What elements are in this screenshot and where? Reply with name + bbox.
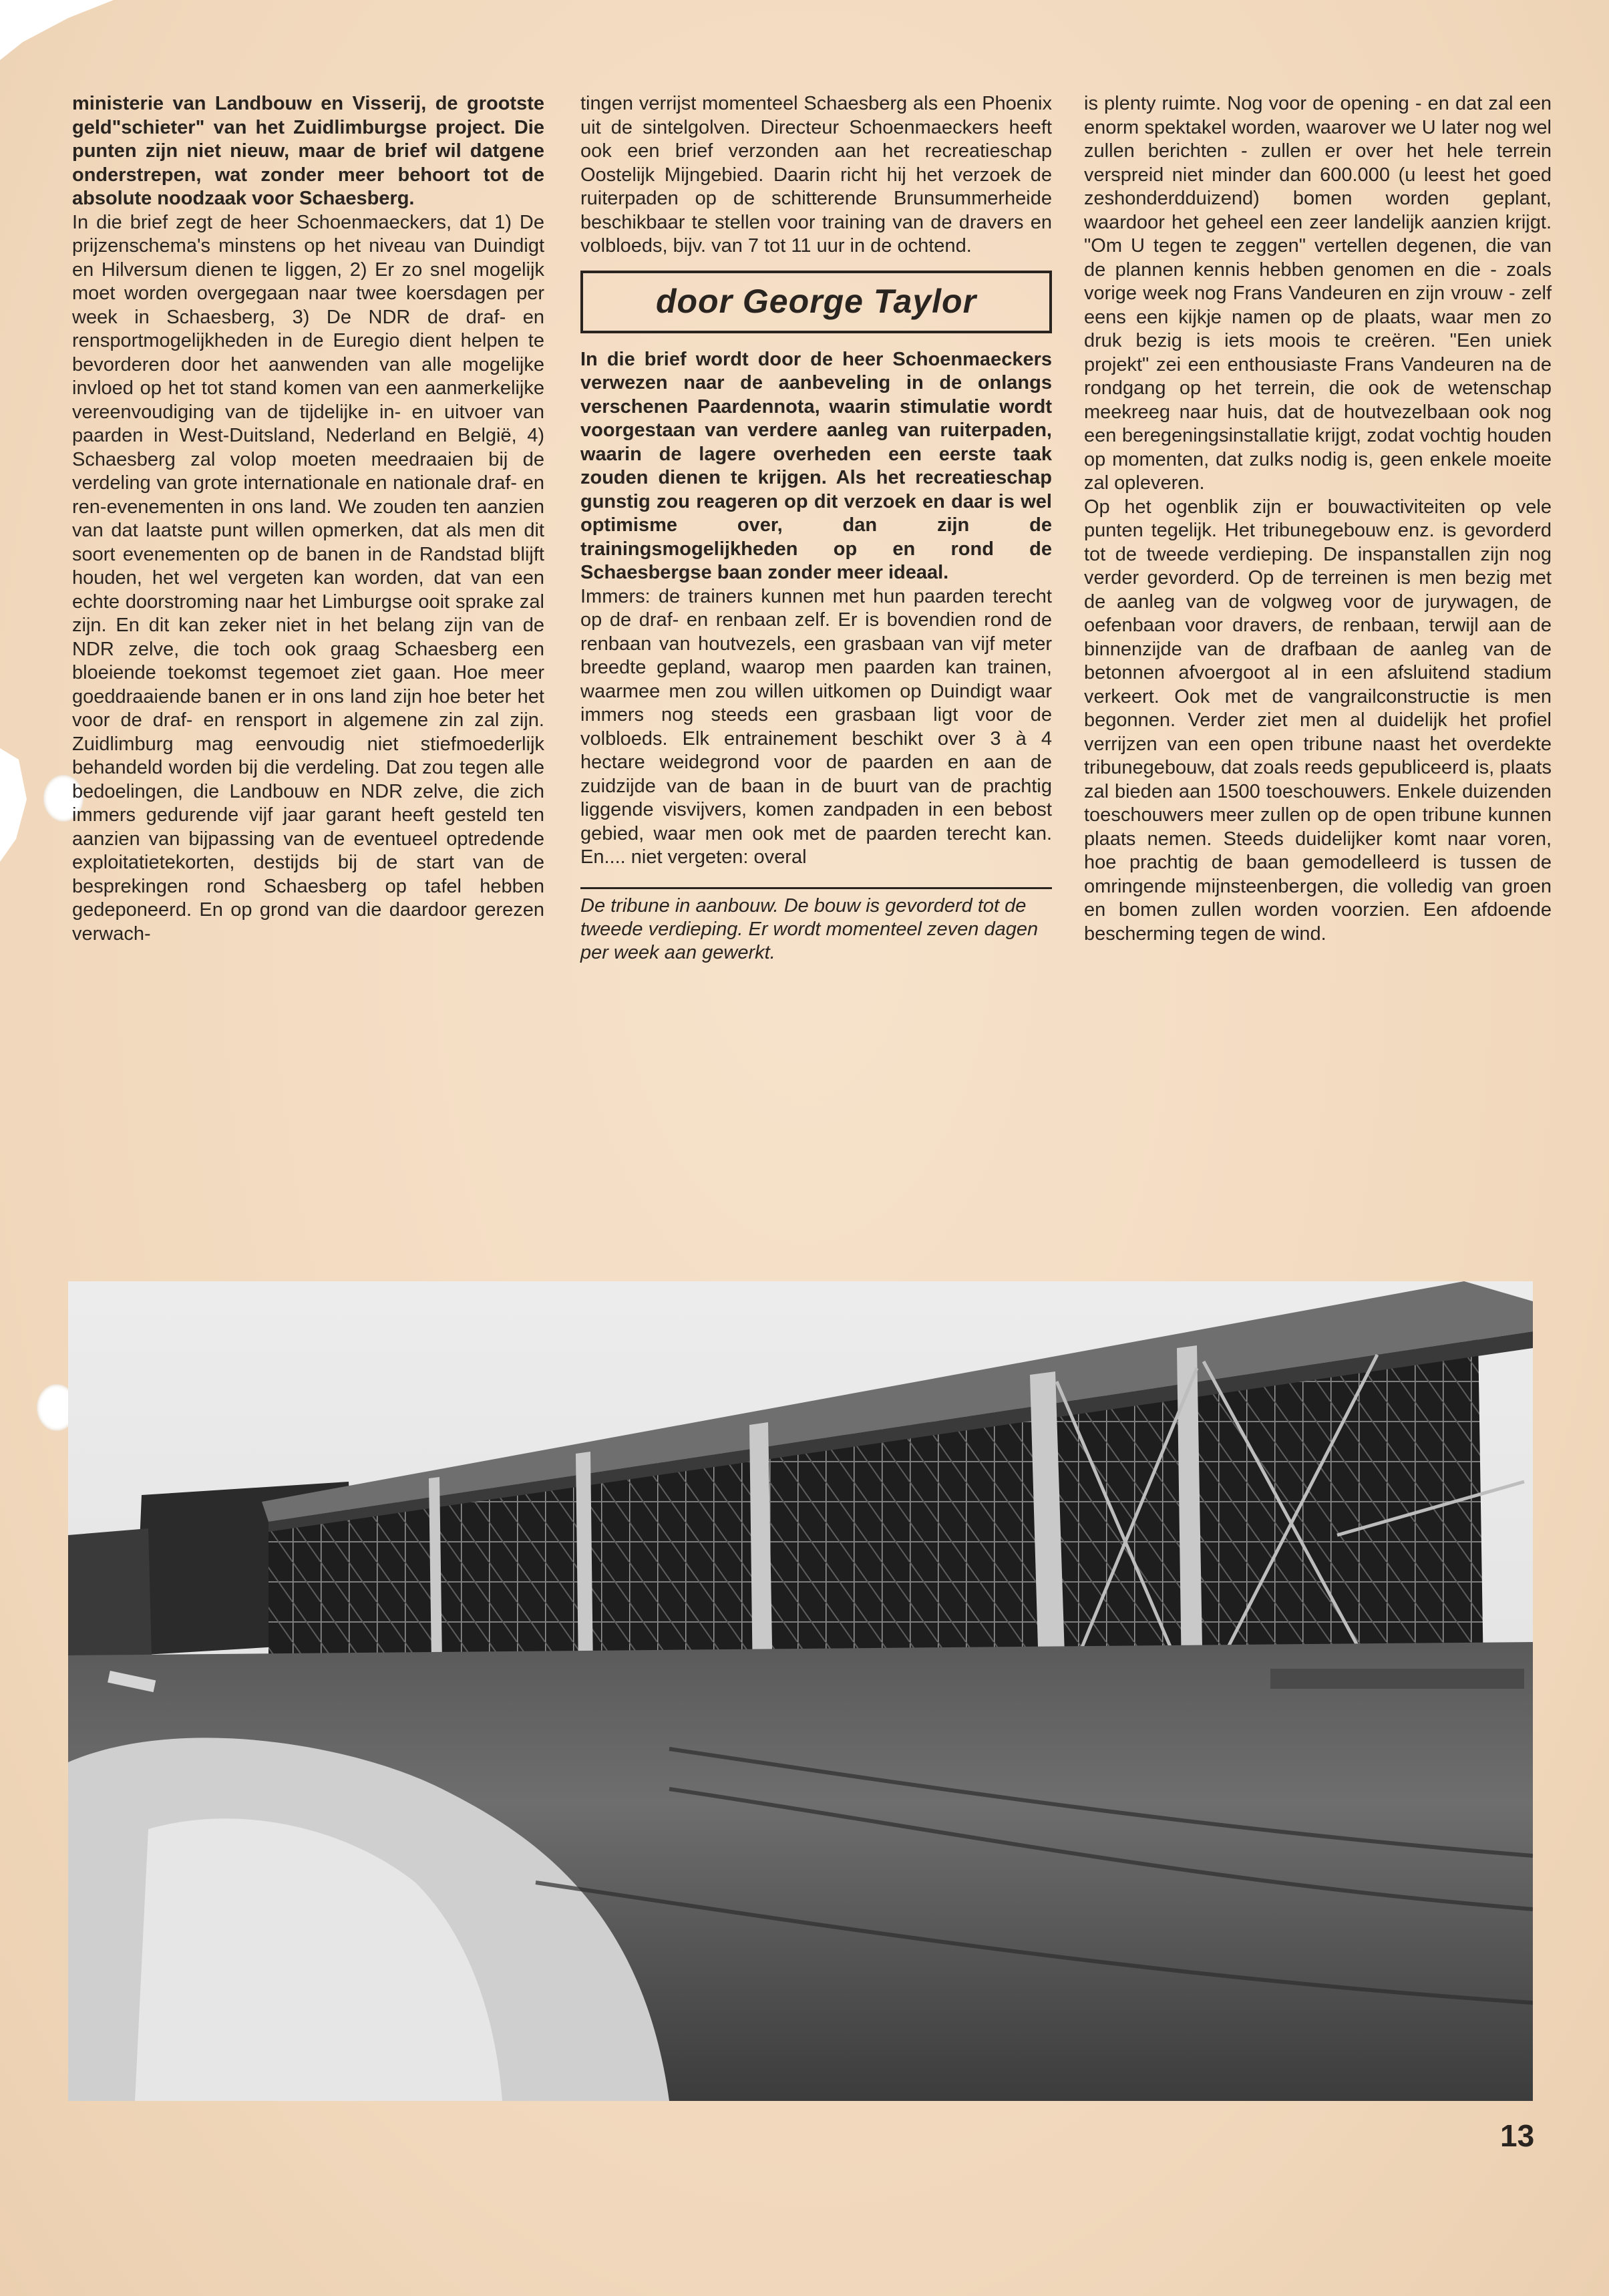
- article-column-2: [580, 92, 1052, 965]
- article-column-3: [1084, 92, 1552, 946]
- intro-paragraph: ministerie van Landbouw en Visserij, de grootste geld"schieter" van het Zuidlimburgse project. Die punten zijn niet nieuw, maar de brief wil datgene onderstrepen, wat zonder meer behoort tot de absolute noodzaak voor Schaesberg.: [72, 93, 544, 209]
- construction-photo-image: [68, 1281, 1533, 2101]
- caption-rule: [580, 887, 1052, 889]
- page-number: 13: [1500, 2118, 1535, 2153]
- body-paragraph: In die brief zegt de heer Schoenmaeckers, dat 1) De prijzenschema's minstens op het niveau van Duindigt en Hilversum dienen te liggen, 2) Er zo snel mogelijk moet worden overgegaan naar twee koersdagen per week in Schaesberg, 3) De NDR de draf- en rensportmogelijkheden in de Euregio dient helpen te bevorderen door het aanwenden van alle mogelijke invloed op het tot stand komen van een aanmerkelijke vereenvoudiging van de tijdelijke in- en uitvoer van paarden in West-Duitsland, Nederland en België, 4) Schaesberg zal volop moeten meedraaien bij de verdeling van grote internationale en nationale draf- en ren-evenementen in ons land. We zouden ten aanzien van dat laatste punt willen opmerken, dat als men dit soort evenementen op de banen in de Randstad blijft houden, het wel vergeten kan worden, dat van een echte doorstroming naar het Limburgse ooit sprake zal zijn. En dit kan zeker niet in het belang zijn van de NDR zelve, die toch ook graag Schaesberg een bloeiende toekomst tegemoet ziet gaan. Hoe meer goeddraaiende banen er in ons land zijn hoe beter het voor de draf- en rensport in algemene zin zal zijn. Zuidlimburg mag eenvoudig niet stiefmoederlijk behandeld worden bij die verdeling. Dat zou tegen alle bedoelingen, die Landbouw en NDR zelve, die zich immers gedurende vijf jaar garant heeft gesteld ten aanzien van bijpassing van de eventueel optredende exploitatietekorten, destijds bij de start van de besprekingen rond Schaesberg op tafel hebben gedeponeerd. En op grond van die daardoor gerezen verwach-: [72, 211, 544, 945]
- bold-paragraph: In die brief wordt door de heer Schoenmaeckers verwezen naar de aanbeveling in de onlangs verschenen Paardennota, waarin stimulatie wordt voorgestaan van verdere aanleg van ruiterpaden, waarin de lagere overheden een eerste taak zouden dienen te krijgen. Als het recreatieschap gunstig zou reageren op dit verzoek en daar is wel optimisme over, dan zijn de trainingsmogelijkheden op en rond de Schaesbergse baan zonder meer ideaal.: [580, 348, 1052, 583]
- body-paragraph: Op het ogenblik zijn er bouwactiviteiten op vele punten tegelijk. Het tribunegebouw enz. is gevorderd tot de tweede verdieping. De inspanstallen zijn nog verder gevorderd. Op de terreinen is men bezig met de aanleg van de volgweg voor de jurywagen, de oefenbaan voor dravers, de renbaan, terwijl aan de binnenzijde van de drafbaan de aanleg van de betonnen afvoergoot al in een afsluitend stadium verkeert. Ook met de vangrailconstructie is men begonnen. Verder ziet men al duidelijk het profiel verrijzen van een open tribune naast het overdekte tribunegebouw, dat zoals reeds gepubliceerd is, plaats zal bieden aan 1500 toeschouwers. Enkele duizenden toeschouwers meer zullen op de open tribune kunnen plaats nemen. Steeds duidelijker komt naar voren, hoe prachtig de baan gemodelleerd is tussen de omringende mijnsteenbergen, die volledig van groen en bomen zullen worden voorzien. Een afdoende bescherming tegen de wind.: [1084, 496, 1552, 945]
- torn-edge: [0, 748, 27, 862]
- body-paragraph: Immers: de trainers kunnen met hun paarden terecht op de draf- en renbaan zelf. Er is bovendien rond de renbaan van houtvezels, een grasbaan van vijf meter breedte gepland, waarop men paarden kan trainen, waarmee men zou willen uitkomen op Duindigt waar immers nog steeds een grasbaan ligt voor de volbloeds. Elk entrainement beschikt over 3 à 4 hectare weidegrond voor de paarden en aan de zuidzijde van de baan in de buurt van de prachtig liggende visvijvers, komen zandpaden in een bebost gebied, waar men ook met de paarden terecht kan. En.... niet vergeten: overal: [580, 585, 1052, 868]
- photo-caption: De tribune in aanbouw. De bouw is gevorderd tot de tweede verdieping. Er wordt momenteel zeven dagen per week aan gewerkt.: [580, 894, 1039, 963]
- article-column-1: [72, 92, 544, 946]
- body-paragraph: tingen verrijst momenteel Schaesberg als een Phoenix uit de sintelgolven. Directeur Schoenmaeckers heeft ook een brief verzonden aan het recreatieschap Oostelijk Mijngebied. Daarin richt hij het verzoek de ruiterpaden op de schitterende Brunsummerheide beschikbaar te stellen voor training van de dravers en volbloeds, bijv. van 7 tot 11 uur in de ochtend.: [580, 93, 1052, 257]
- byline-box: [580, 271, 1052, 333]
- construction-photo: [68, 1281, 1533, 2101]
- torn-corner: [0, 0, 114, 60]
- byline: door George Taylor: [655, 282, 977, 320]
- body-paragraph: is plenty ruimte. Nog voor de opening - en dat zal een enorm spektakel worden, waarover we U later nog wel zullen berichten - zullen er over het hele terrein verspreid niet minder dan 600.000 (u leest het goed zeshonderdduizend) bomen worden geplant, waardoor het geheel een zeer landelijk aanzien krijgt. "Om U tegen te zeggen" vertellen degenen, die van de plannen kennis hebben genomen en die - zoals vorige week nog Frans Vandeuren en zijn vrouw - zelf eens een kijkje namen op de plaats, waar men zo druk bezig is iets moois te creëren. "Een uniek projekt" zei een enthousiaste Frans Vandeuren na de rondgang op het terrein, die ook de wetenschap meekreeg naar huis, dat de houtvezelbaan ook nog een beregeningsinstallatie krijgt, zodat vochtig houden op momenten, dat zulks nodig is, geen enkele moeite zal opleveren.: [1084, 93, 1552, 494]
